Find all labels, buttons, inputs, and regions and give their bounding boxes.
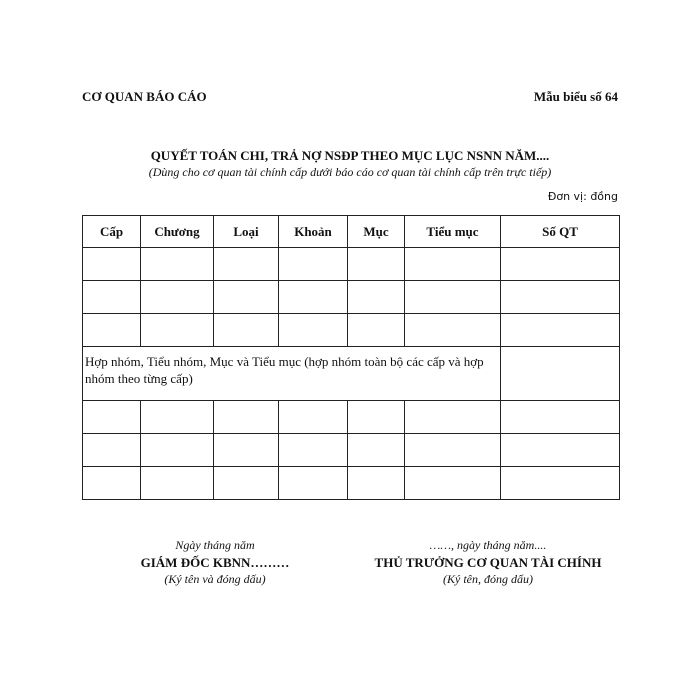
- cell: [83, 314, 141, 347]
- group-row-label: Hợp nhóm, Tiểu nhóm, Mục và Tiểu mục (hợp nhóm toàn bộ các cấp và hợp nhóm theo từng cấp): [83, 347, 501, 401]
- signature-block-kbnn: [115, 537, 315, 588]
- report-title: QUYẾT TOÁN CHI, TRẢ NỢ NSĐP THEO MỤC LỤC NSNN NĂM....: [150, 148, 550, 163]
- table-header-row: [83, 216, 620, 248]
- cell: [141, 401, 214, 434]
- cell: [279, 314, 348, 347]
- table-row: [83, 467, 620, 500]
- cell: [501, 314, 620, 347]
- signature-title-left: GIÁM ĐỐC KBNN………: [140, 555, 290, 570]
- cell: [501, 401, 620, 434]
- signature-date-left: Ngày tháng năm: [175, 538, 255, 552]
- signature-date-right: ……, ngày tháng năm....: [429, 538, 547, 552]
- header-tieu-muc: Tiểu mục: [405, 216, 501, 248]
- cell: [141, 248, 214, 281]
- header-cap: Cấp: [83, 216, 141, 248]
- cell: [348, 314, 405, 347]
- cell: [405, 467, 501, 500]
- cell: [279, 248, 348, 281]
- cell: [501, 467, 620, 500]
- signature-title-right: THỦ TRƯỞNG CƠ QUAN TÀI CHÍNH: [374, 555, 602, 570]
- signature-block-finance: [348, 537, 628, 588]
- cell: [405, 434, 501, 467]
- table-row: [83, 248, 620, 281]
- header-khoan: Khoản: [279, 216, 348, 248]
- signature-note-right: (Ký tên, đóng dấu): [443, 572, 533, 586]
- cell: [279, 281, 348, 314]
- table-row: [83, 314, 620, 347]
- cell: [214, 314, 279, 347]
- form-number: Mẫu biểu số 64: [533, 89, 618, 104]
- cell: [83, 434, 141, 467]
- cell: [141, 314, 214, 347]
- cell: [405, 248, 501, 281]
- header-loai: Loại: [214, 216, 279, 248]
- cell: [279, 467, 348, 500]
- cell: [501, 281, 620, 314]
- cell: [501, 434, 620, 467]
- cell: [405, 281, 501, 314]
- cell: [348, 248, 405, 281]
- cell: [405, 401, 501, 434]
- cell: [141, 281, 214, 314]
- cell: [348, 401, 405, 434]
- header-muc: Mục: [348, 216, 405, 248]
- header-so-qt: Số QT: [501, 216, 620, 248]
- cell: [141, 434, 214, 467]
- table-row: [83, 434, 620, 467]
- cell: [83, 248, 141, 281]
- cell: [279, 434, 348, 467]
- table-row: [83, 401, 620, 434]
- cell: [279, 401, 348, 434]
- cell: [348, 467, 405, 500]
- cell: [83, 467, 141, 500]
- cell: [348, 281, 405, 314]
- cell: [214, 401, 279, 434]
- cell: [501, 248, 620, 281]
- cell: [214, 281, 279, 314]
- header-chuong: Chương: [141, 216, 214, 248]
- cell: [214, 248, 279, 281]
- cell: [141, 467, 214, 500]
- cell: [83, 281, 141, 314]
- report-subtitle: (Dùng cho cơ quan tài chính cấp dưới báo cáo cơ quan tài chính cấp trên trực tiếp): [148, 165, 552, 179]
- cell: [348, 434, 405, 467]
- cell: [214, 434, 279, 467]
- currency-unit: Đơn vị: đồng: [547, 190, 618, 203]
- settlement-table: [82, 215, 620, 500]
- cell: [214, 467, 279, 500]
- cell: [83, 401, 141, 434]
- signature-note-left: (Ký tên và đóng dấu): [164, 572, 266, 586]
- table-row: [83, 281, 620, 314]
- cell: [501, 347, 620, 401]
- reporting-agency-label: CƠ QUAN BÁO CÁO: [82, 89, 207, 104]
- group-row: [83, 347, 620, 401]
- cell: [405, 314, 501, 347]
